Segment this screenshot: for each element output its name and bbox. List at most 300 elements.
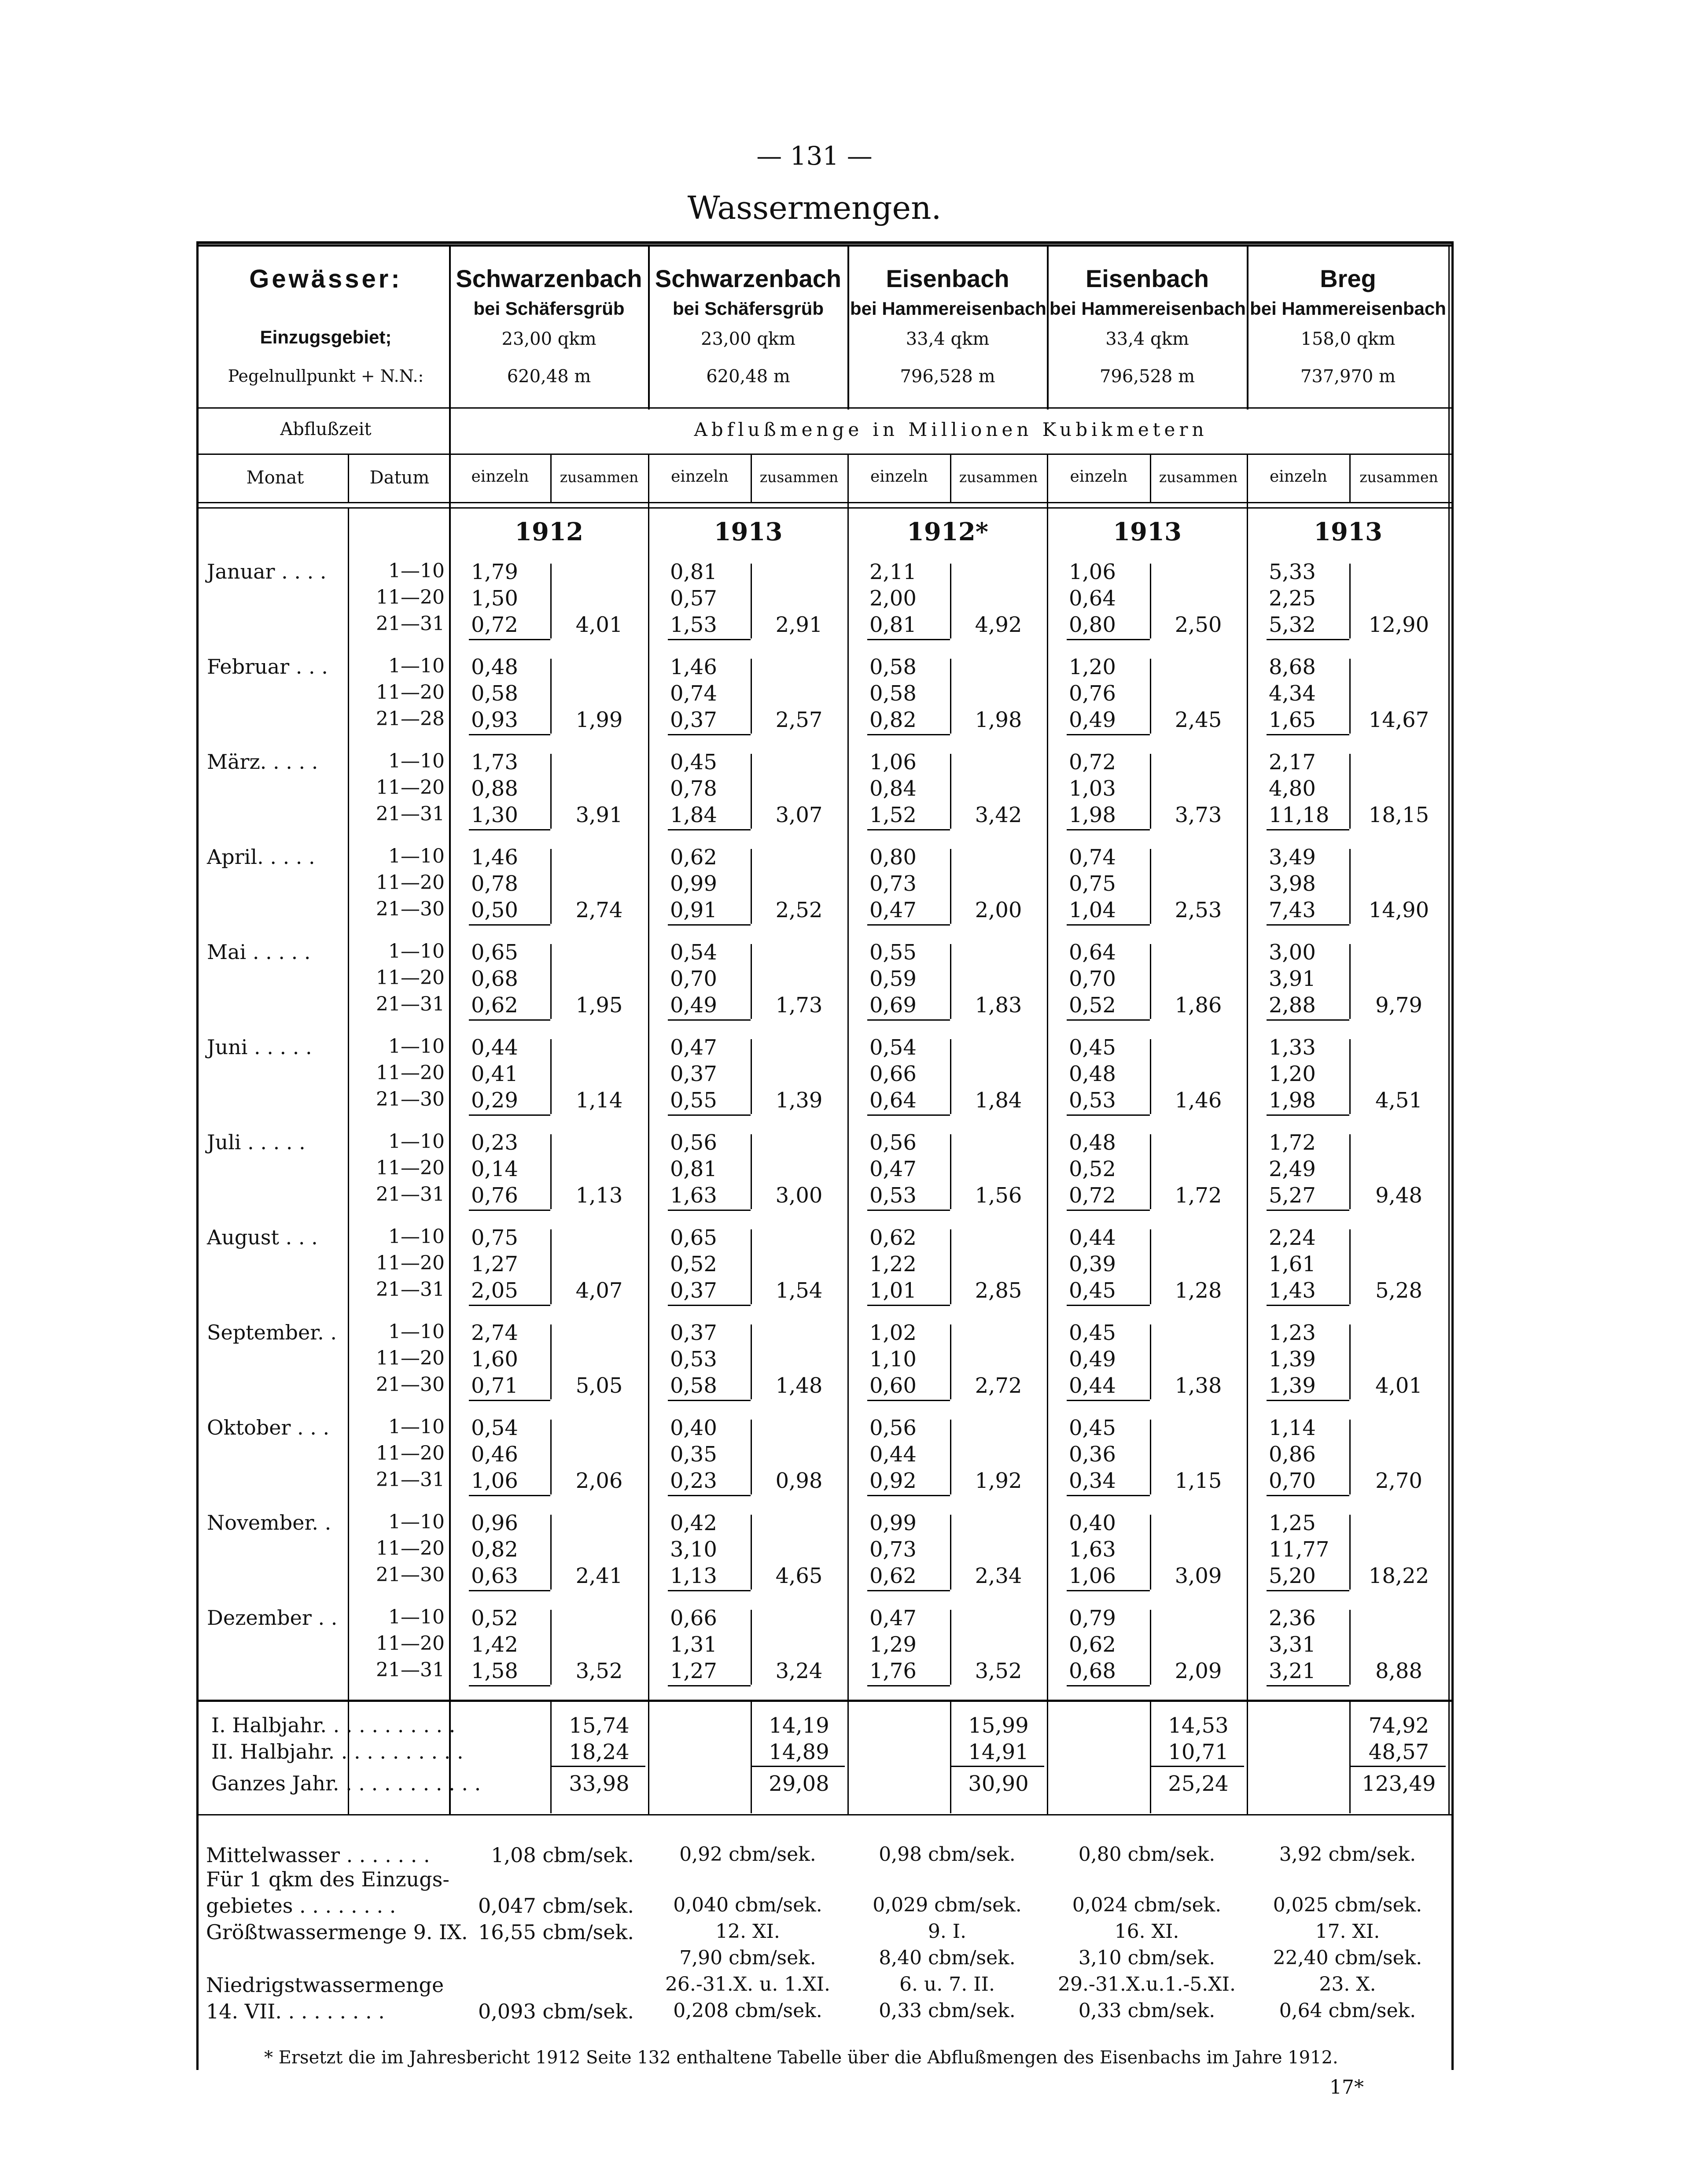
einzeln-value: 0,44 bbox=[1069, 1225, 1116, 1250]
column-rule bbox=[1150, 1515, 1151, 1590]
einzeln-value: 1,25 bbox=[1269, 1511, 1316, 1535]
sum-underline bbox=[469, 1305, 550, 1306]
einzeln-value: 0,65 bbox=[670, 1225, 717, 1250]
summary-value: 0,98 cbm/sek. bbox=[879, 1843, 1016, 1866]
datum-range: 11—20 bbox=[376, 1347, 445, 1369]
einzeln-value: 0,53 bbox=[1069, 1088, 1116, 1113]
summary-label: Größtwassermenge 9. IX. bbox=[206, 1920, 468, 1944]
einzeln-value: 0,44 bbox=[471, 1035, 518, 1060]
column-rule bbox=[1150, 1229, 1151, 1304]
einzeln-value: 0,40 bbox=[670, 1416, 717, 1440]
summary-value: 3,10 cbm/sek. bbox=[1078, 1947, 1215, 1969]
einzeln-value: 3,21 bbox=[1269, 1659, 1316, 1683]
einzeln-value: 0,91 bbox=[670, 898, 717, 922]
halbjahr-value: 14,89 bbox=[769, 1740, 829, 1764]
datum-range: 1—10 bbox=[388, 1225, 445, 1248]
column-rule bbox=[648, 454, 649, 1814]
einzeln-value: 1,03 bbox=[1069, 776, 1116, 801]
einzeln-value: 5,32 bbox=[1269, 612, 1316, 637]
column-rule bbox=[1349, 1229, 1351, 1304]
sum-underline bbox=[1067, 734, 1150, 735]
datum-range: 11—20 bbox=[376, 1157, 445, 1179]
einzeln-value: 0,37 bbox=[670, 1278, 717, 1303]
sum-underline bbox=[1067, 829, 1150, 830]
column-rule bbox=[1047, 454, 1048, 1814]
sum-underline bbox=[751, 1766, 845, 1767]
einzeln-value: 0,64 bbox=[869, 1088, 917, 1113]
month-name: November. . bbox=[207, 1511, 331, 1535]
column-rule bbox=[950, 944, 951, 1019]
datum-range: 21—30 bbox=[376, 1373, 445, 1396]
einzeln-value: 0,75 bbox=[471, 1225, 518, 1250]
column-rule bbox=[751, 1701, 752, 1813]
zusammen-value: 5,28 bbox=[1375, 1278, 1422, 1303]
einzeln-value: 2,74 bbox=[471, 1321, 518, 1345]
datum-range: 21—31 bbox=[376, 993, 445, 1015]
sum-underline bbox=[469, 1114, 550, 1116]
einzeln-value: 0,54 bbox=[670, 940, 717, 965]
einzeln-value: 0,58 bbox=[869, 681, 917, 706]
zusammen-value: 3,09 bbox=[1175, 1564, 1222, 1588]
column-rule bbox=[751, 1229, 752, 1304]
einzeln-value: 0,99 bbox=[670, 871, 717, 896]
zusammen-value: 4,07 bbox=[575, 1278, 623, 1303]
einzeln-value: 2,11 bbox=[869, 560, 917, 584]
einzeln-value: 1,23 bbox=[1269, 1321, 1316, 1345]
einzeln-value: 0,14 bbox=[471, 1157, 518, 1181]
rule bbox=[196, 454, 1454, 455]
einzeln-value: 0,62 bbox=[869, 1225, 917, 1250]
summary-value: 9. I. bbox=[928, 1920, 967, 1943]
column-rule bbox=[1349, 754, 1351, 829]
einzeln-value: 2,25 bbox=[1269, 586, 1316, 611]
zusammen-value: 3,07 bbox=[775, 803, 823, 827]
zusammen-value: 1,92 bbox=[975, 1468, 1022, 1493]
zusammen-value: 1,73 bbox=[775, 993, 823, 1018]
sum-underline bbox=[668, 1400, 751, 1401]
einzeln-label: einzeln bbox=[671, 468, 729, 486]
datum-range: 1—10 bbox=[388, 845, 445, 867]
zusammen-value: 3,52 bbox=[575, 1659, 623, 1683]
einzeln-value: 0,36 bbox=[1069, 1442, 1116, 1467]
station-name: Breg bbox=[1320, 265, 1376, 292]
summary-value: 29.-31.X.u.1.-5.XI. bbox=[1058, 1973, 1236, 1996]
zusammen-value: 2,53 bbox=[1175, 898, 1222, 922]
einzeln-value: 0,65 bbox=[471, 940, 518, 965]
einzeln-value: 1,43 bbox=[1269, 1278, 1316, 1303]
einzeln-value: 0,70 bbox=[1269, 1468, 1316, 1493]
rule bbox=[196, 407, 1454, 409]
einzeln-value: 0,58 bbox=[670, 1373, 717, 1398]
summary-value: 0,80 cbm/sek. bbox=[1078, 1843, 1215, 1866]
einzeln-value: 0,52 bbox=[1069, 993, 1116, 1018]
einzeln-value: 1,50 bbox=[471, 586, 518, 611]
summary-label: Mittelwasser . . . . . . . bbox=[206, 1843, 430, 1867]
sum-underline bbox=[1349, 1766, 1446, 1767]
zusammen-value: 9,48 bbox=[1375, 1183, 1422, 1208]
sum-underline bbox=[668, 1590, 751, 1591]
sum-underline bbox=[469, 1495, 550, 1496]
einzeln-value: 1,39 bbox=[1269, 1347, 1316, 1372]
einzeln-value: 0,96 bbox=[471, 1511, 518, 1535]
einzeln-value: 0,68 bbox=[471, 967, 518, 991]
column-rule bbox=[751, 564, 752, 638]
summary-value: 16. XI. bbox=[1114, 1920, 1179, 1943]
zusammen-value: 1,39 bbox=[775, 1088, 823, 1113]
datum-range: 1—10 bbox=[388, 655, 445, 677]
column-rule bbox=[950, 849, 951, 924]
einzeln-value: 0,79 bbox=[1069, 1606, 1116, 1631]
zusammen-value: 2,57 bbox=[775, 708, 823, 732]
sum-underline bbox=[1067, 1495, 1150, 1496]
station-area: 23,00 qkm bbox=[701, 329, 795, 349]
einzeln-value: 0,80 bbox=[1069, 612, 1116, 637]
einzeln-value: 0,45 bbox=[1069, 1416, 1116, 1440]
einzeln-value: 0,68 bbox=[1069, 1659, 1116, 1683]
einzeln-value: 0,69 bbox=[869, 993, 917, 1018]
zusammen-value: 3,42 bbox=[975, 803, 1022, 827]
datum-label: Datum bbox=[369, 468, 430, 488]
column-rule bbox=[950, 1515, 951, 1590]
column-rule bbox=[950, 454, 951, 502]
datum-range: 11—20 bbox=[376, 1062, 445, 1084]
einzeln-value: 0,49 bbox=[670, 993, 717, 1018]
sum-underline bbox=[469, 1210, 550, 1211]
datum-range: 11—20 bbox=[376, 871, 445, 894]
einzeln-value: 0,78 bbox=[670, 776, 717, 801]
einzeln-value: 0,78 bbox=[471, 871, 518, 896]
sum-underline bbox=[867, 1400, 950, 1401]
halbjahr-label: I. Halbjahr. . . . . . . . . . . bbox=[211, 1713, 456, 1737]
column-rule bbox=[751, 849, 752, 924]
einzeln-value: 0,23 bbox=[670, 1468, 717, 1493]
column-rule bbox=[950, 659, 951, 734]
summary-label: 14. VII. . . . . . . . . bbox=[206, 2000, 385, 2023]
einzeln-value: 0,81 bbox=[670, 1157, 717, 1181]
einzeln-value: 0,47 bbox=[869, 1157, 917, 1181]
column-rule bbox=[1150, 1324, 1151, 1399]
column-rule bbox=[1349, 1515, 1351, 1590]
einzeln-value: 0,45 bbox=[1069, 1035, 1116, 1060]
zusammen-value: 8,88 bbox=[1375, 1659, 1422, 1683]
column-rule bbox=[1150, 1701, 1151, 1813]
einzeln-value: 1,20 bbox=[1069, 655, 1116, 679]
einzeln-value: 3,10 bbox=[670, 1537, 717, 1562]
sum-underline bbox=[1267, 734, 1349, 735]
column-rule bbox=[751, 1610, 752, 1685]
sum-underline bbox=[950, 1766, 1044, 1767]
zusammen-value: 1,28 bbox=[1175, 1278, 1222, 1303]
zusammen-value: 4,65 bbox=[775, 1564, 823, 1588]
zusammen-value: 1,84 bbox=[975, 1088, 1022, 1113]
einzeln-value: 1,98 bbox=[1269, 1088, 1316, 1113]
einzeln-value: 0,55 bbox=[869, 940, 917, 965]
summary-value: 0,92 cbm/sek. bbox=[679, 1843, 816, 1866]
sum-underline bbox=[1267, 1305, 1349, 1306]
einzeln-value: 0,71 bbox=[471, 1373, 518, 1398]
station-place: bei Hammereisenbach bbox=[850, 298, 1046, 319]
ganzes-jahr-value: 30,90 bbox=[968, 1771, 1029, 1796]
zusammen-value: 3,91 bbox=[575, 803, 623, 827]
month-name: Mai . . . . . bbox=[207, 940, 311, 964]
month-name: September. . bbox=[207, 1321, 337, 1344]
halbjahr-value: 14,53 bbox=[1168, 1713, 1229, 1738]
zusammen-value: 1,15 bbox=[1175, 1468, 1222, 1493]
sum-underline bbox=[867, 924, 950, 926]
column-rule bbox=[751, 1039, 752, 1114]
column-rule bbox=[950, 1039, 951, 1114]
station-pegel: 737,970 m bbox=[1300, 366, 1396, 387]
einzeln-value: 1,46 bbox=[670, 655, 717, 679]
einzeln-value: 3,98 bbox=[1269, 871, 1316, 896]
zusammen-label: zusammen bbox=[560, 469, 639, 486]
page-title: Wassermengen. bbox=[687, 189, 942, 226]
zusammen-value: 1,48 bbox=[775, 1373, 823, 1398]
einzeln-value: 1,29 bbox=[869, 1632, 917, 1657]
zusammen-value: 4,92 bbox=[975, 612, 1022, 637]
einzeln-value: 1,42 bbox=[471, 1632, 518, 1657]
summary-value: 6. u. 7. II. bbox=[899, 1973, 995, 1996]
einzeln-value: 0,62 bbox=[869, 1564, 917, 1588]
datum-range: 21—31 bbox=[376, 1183, 445, 1206]
einzeln-value: 0,56 bbox=[869, 1130, 917, 1155]
einzeln-value: 0,74 bbox=[670, 681, 717, 706]
column-rule bbox=[550, 1324, 552, 1399]
sum-underline bbox=[1267, 1590, 1349, 1591]
zusammen-value: 4,51 bbox=[1375, 1088, 1422, 1113]
summary-value: 1,08 cbm/sek. bbox=[491, 1843, 634, 1867]
einzeln-value: 0,73 bbox=[869, 871, 917, 896]
column-rule bbox=[550, 944, 552, 1019]
einzeln-value: 1,27 bbox=[471, 1252, 518, 1276]
sum-underline bbox=[1067, 1590, 1150, 1591]
einzeln-value: 1,30 bbox=[471, 803, 518, 827]
datum-range: 11—20 bbox=[376, 681, 445, 704]
summary-value: 17. XI. bbox=[1315, 1920, 1380, 1943]
column-rule bbox=[550, 1515, 552, 1590]
sum-underline bbox=[1267, 1114, 1349, 1116]
einzeln-value: 0,37 bbox=[670, 1062, 717, 1086]
zusammen-value: 3,52 bbox=[975, 1659, 1022, 1683]
station-place: bei Hammereisenbach bbox=[1250, 298, 1446, 319]
sum-underline bbox=[668, 829, 751, 830]
column-rule bbox=[550, 659, 552, 734]
zusammen-value: 1,95 bbox=[575, 993, 623, 1018]
einzeln-value: 11,18 bbox=[1269, 803, 1329, 827]
halbjahr-value: 14,91 bbox=[968, 1740, 1029, 1764]
station-area: 33,4 qkm bbox=[1105, 329, 1189, 349]
year-label: 1912 bbox=[515, 517, 583, 546]
sum-underline bbox=[867, 1114, 950, 1116]
halbjahr-label: Ganzes Jahr. . . . . . . . . . . . bbox=[211, 1771, 481, 1795]
column-rule bbox=[1150, 1039, 1151, 1114]
einzeln-value: 0,92 bbox=[869, 1468, 917, 1493]
datum-range: 1—10 bbox=[388, 1416, 445, 1438]
column-rule bbox=[1150, 1420, 1151, 1494]
sum-underline bbox=[1267, 639, 1349, 640]
einzeln-value: 0,93 bbox=[471, 708, 518, 732]
einzeln-value: 0,37 bbox=[670, 708, 717, 732]
column-rule bbox=[950, 1701, 951, 1813]
einzeln-value: 4,80 bbox=[1269, 776, 1316, 801]
summary-value: 0,025 cbm/sek. bbox=[1273, 1894, 1422, 1916]
column-rule bbox=[847, 244, 849, 410]
einzeln-value: 0,81 bbox=[869, 612, 917, 637]
einzeln-value: 1,01 bbox=[869, 1278, 917, 1303]
zusammen-label: zusammen bbox=[1359, 469, 1438, 486]
station-pegel: 620,48 m bbox=[507, 366, 591, 387]
column-rule bbox=[751, 1134, 752, 1209]
month-name: Juni . . . . . bbox=[207, 1035, 312, 1059]
einzeln-value: 2,05 bbox=[471, 1278, 518, 1303]
einzeln-value: 0,45 bbox=[1069, 1321, 1116, 1345]
sum-underline bbox=[668, 639, 751, 640]
gewaesser-label: Gewässer: bbox=[249, 265, 402, 293]
month-name: Oktober . . . bbox=[207, 1416, 330, 1439]
einzeln-value: 1,10 bbox=[869, 1347, 917, 1372]
sum-underline bbox=[668, 924, 751, 926]
sum-underline bbox=[1067, 1114, 1150, 1116]
summary-value: 0,040 cbm/sek. bbox=[673, 1894, 822, 1916]
einzeln-value: 1,27 bbox=[670, 1659, 717, 1683]
column-rule bbox=[550, 1610, 552, 1685]
einzeln-value: 0,72 bbox=[1069, 1183, 1116, 1208]
sum-underline bbox=[1150, 1766, 1244, 1767]
zusammen-value: 2,50 bbox=[1175, 612, 1222, 637]
column-rule bbox=[751, 1324, 752, 1399]
einzeln-value: 1,46 bbox=[471, 845, 518, 870]
footnote: * Ersetzt die im Jahresbericht 1912 Seite 132 enthaltene Tabelle über die Abflußmengen des Eisenbachs im Jahre 1912. bbox=[264, 2048, 1338, 2068]
year-label: 1912* bbox=[906, 517, 989, 546]
zusammen-value: 3,24 bbox=[775, 1659, 823, 1683]
zusammen-value: 1,86 bbox=[1175, 993, 1222, 1018]
einzugsgebiet-label: Einzugsgebiet; bbox=[260, 327, 392, 347]
einzeln-value: 0,60 bbox=[869, 1373, 917, 1398]
zusammen-value: 2,85 bbox=[975, 1278, 1022, 1303]
station-area: 158,0 qkm bbox=[1300, 329, 1396, 349]
datum-range: 1—10 bbox=[388, 1606, 445, 1628]
summary-value: 23. X. bbox=[1319, 1973, 1376, 1996]
column-rule bbox=[550, 1134, 552, 1209]
summary-value: 16,55 cbm/sek. bbox=[478, 1920, 634, 1944]
einzeln-value: 2,49 bbox=[1269, 1157, 1316, 1181]
einzeln-value: 0,62 bbox=[1069, 1632, 1116, 1657]
abflusszeit-label: Abflußzeit bbox=[280, 419, 372, 439]
summary-value: 0,093 cbm/sek. bbox=[478, 2000, 634, 2023]
einzeln-value: 5,27 bbox=[1269, 1183, 1316, 1208]
einzeln-value: 1,73 bbox=[471, 750, 518, 775]
zusammen-value: 2,41 bbox=[575, 1564, 623, 1588]
sum-underline bbox=[867, 1590, 950, 1591]
summary-label: Für 1 qkm des Einzugs- bbox=[206, 1867, 449, 1891]
zusammen-value: 18,15 bbox=[1368, 803, 1429, 827]
sum-underline bbox=[469, 1400, 550, 1401]
einzeln-value: 3,49 bbox=[1269, 845, 1316, 870]
column-rule bbox=[1150, 944, 1151, 1019]
sum-underline bbox=[1067, 1305, 1150, 1306]
summary-value: 0,33 cbm/sek. bbox=[879, 2000, 1016, 2022]
summary-value: 0,024 cbm/sek. bbox=[1072, 1894, 1222, 1916]
einzeln-value: 0,29 bbox=[471, 1088, 518, 1113]
column-rule bbox=[1349, 849, 1351, 924]
einzeln-value: 3,00 bbox=[1269, 940, 1316, 965]
sum-underline bbox=[1067, 1210, 1150, 1211]
einzeln-value: 0,48 bbox=[471, 655, 518, 679]
monat-label: Monat bbox=[246, 468, 304, 488]
einzeln-value: 1,31 bbox=[670, 1632, 717, 1657]
einzeln-value: 0,76 bbox=[1069, 681, 1116, 706]
zusammen-value: 2,45 bbox=[1175, 708, 1222, 732]
station-name: Eisenbach bbox=[886, 265, 1009, 292]
einzeln-value: 0,75 bbox=[1069, 871, 1116, 896]
einzeln-value: 0,80 bbox=[869, 845, 917, 870]
zusammen-value: 2,34 bbox=[975, 1564, 1022, 1588]
sum-underline bbox=[867, 829, 950, 830]
station-place: bei Hammereisenbach bbox=[1050, 298, 1246, 319]
column-rule bbox=[847, 454, 849, 1814]
einzeln-value: 0,70 bbox=[1069, 967, 1116, 991]
column-rule bbox=[550, 1701, 552, 1813]
sum-underline bbox=[469, 734, 550, 735]
einzeln-value: 0,49 bbox=[1069, 1347, 1116, 1372]
column-rule bbox=[751, 1515, 752, 1590]
einzeln-value: 0,76 bbox=[471, 1183, 518, 1208]
column-rule bbox=[1247, 454, 1248, 1814]
einzeln-value: 0,73 bbox=[869, 1537, 917, 1562]
zusammen-value: 1,54 bbox=[775, 1278, 823, 1303]
einzeln-value: 0,53 bbox=[869, 1183, 917, 1208]
einzeln-value: 2,88 bbox=[1269, 993, 1316, 1018]
zusammen-label: zusammen bbox=[1159, 469, 1238, 486]
zusammen-value: 4,01 bbox=[575, 612, 623, 637]
sum-underline bbox=[668, 1305, 751, 1306]
column-rule bbox=[1448, 244, 1450, 1814]
column-rule bbox=[1349, 454, 1351, 502]
summary-value: 22,40 cbm/sek. bbox=[1273, 1947, 1422, 1969]
sum-underline bbox=[668, 1019, 751, 1021]
einzeln-value: 0,45 bbox=[670, 750, 717, 775]
month-name: August . . . bbox=[207, 1225, 318, 1249]
einzeln-value: 0,59 bbox=[869, 967, 917, 991]
halbjahr-value: 15,74 bbox=[569, 1713, 630, 1738]
einzeln-value: 3,31 bbox=[1269, 1632, 1316, 1657]
sum-underline bbox=[668, 1210, 751, 1211]
station-pegel: 796,528 m bbox=[900, 366, 995, 387]
einzeln-value: 0,41 bbox=[471, 1062, 518, 1086]
datum-range: 21—31 bbox=[376, 1468, 445, 1491]
einzeln-value: 1,84 bbox=[670, 803, 717, 827]
column-rule bbox=[449, 244, 451, 410]
einzeln-value: 1,06 bbox=[471, 1468, 518, 1493]
zusammen-value: 3,00 bbox=[775, 1183, 823, 1208]
einzeln-value: 0,64 bbox=[1069, 586, 1116, 611]
summary-label: gebietes . . . . . . . . bbox=[206, 1894, 396, 1918]
signature-mark: 17* bbox=[1329, 2076, 1364, 2099]
datum-range: 11—20 bbox=[376, 967, 445, 989]
month-name: Januar . . . . bbox=[207, 560, 327, 583]
sum-underline bbox=[867, 1685, 950, 1686]
sum-underline bbox=[1067, 924, 1150, 926]
rule bbox=[196, 1814, 1454, 1815]
month-name: April. . . . . bbox=[207, 845, 315, 869]
einzeln-value: 1,53 bbox=[670, 612, 717, 637]
zusammen-value: 14,67 bbox=[1368, 708, 1429, 732]
einzeln-value: 11,77 bbox=[1269, 1537, 1329, 1562]
month-name: März. . . . . bbox=[207, 750, 318, 774]
month-name: Februar . . . bbox=[207, 655, 328, 679]
column-rule bbox=[1349, 1610, 1351, 1685]
zusammen-value: 1,98 bbox=[975, 708, 1022, 732]
